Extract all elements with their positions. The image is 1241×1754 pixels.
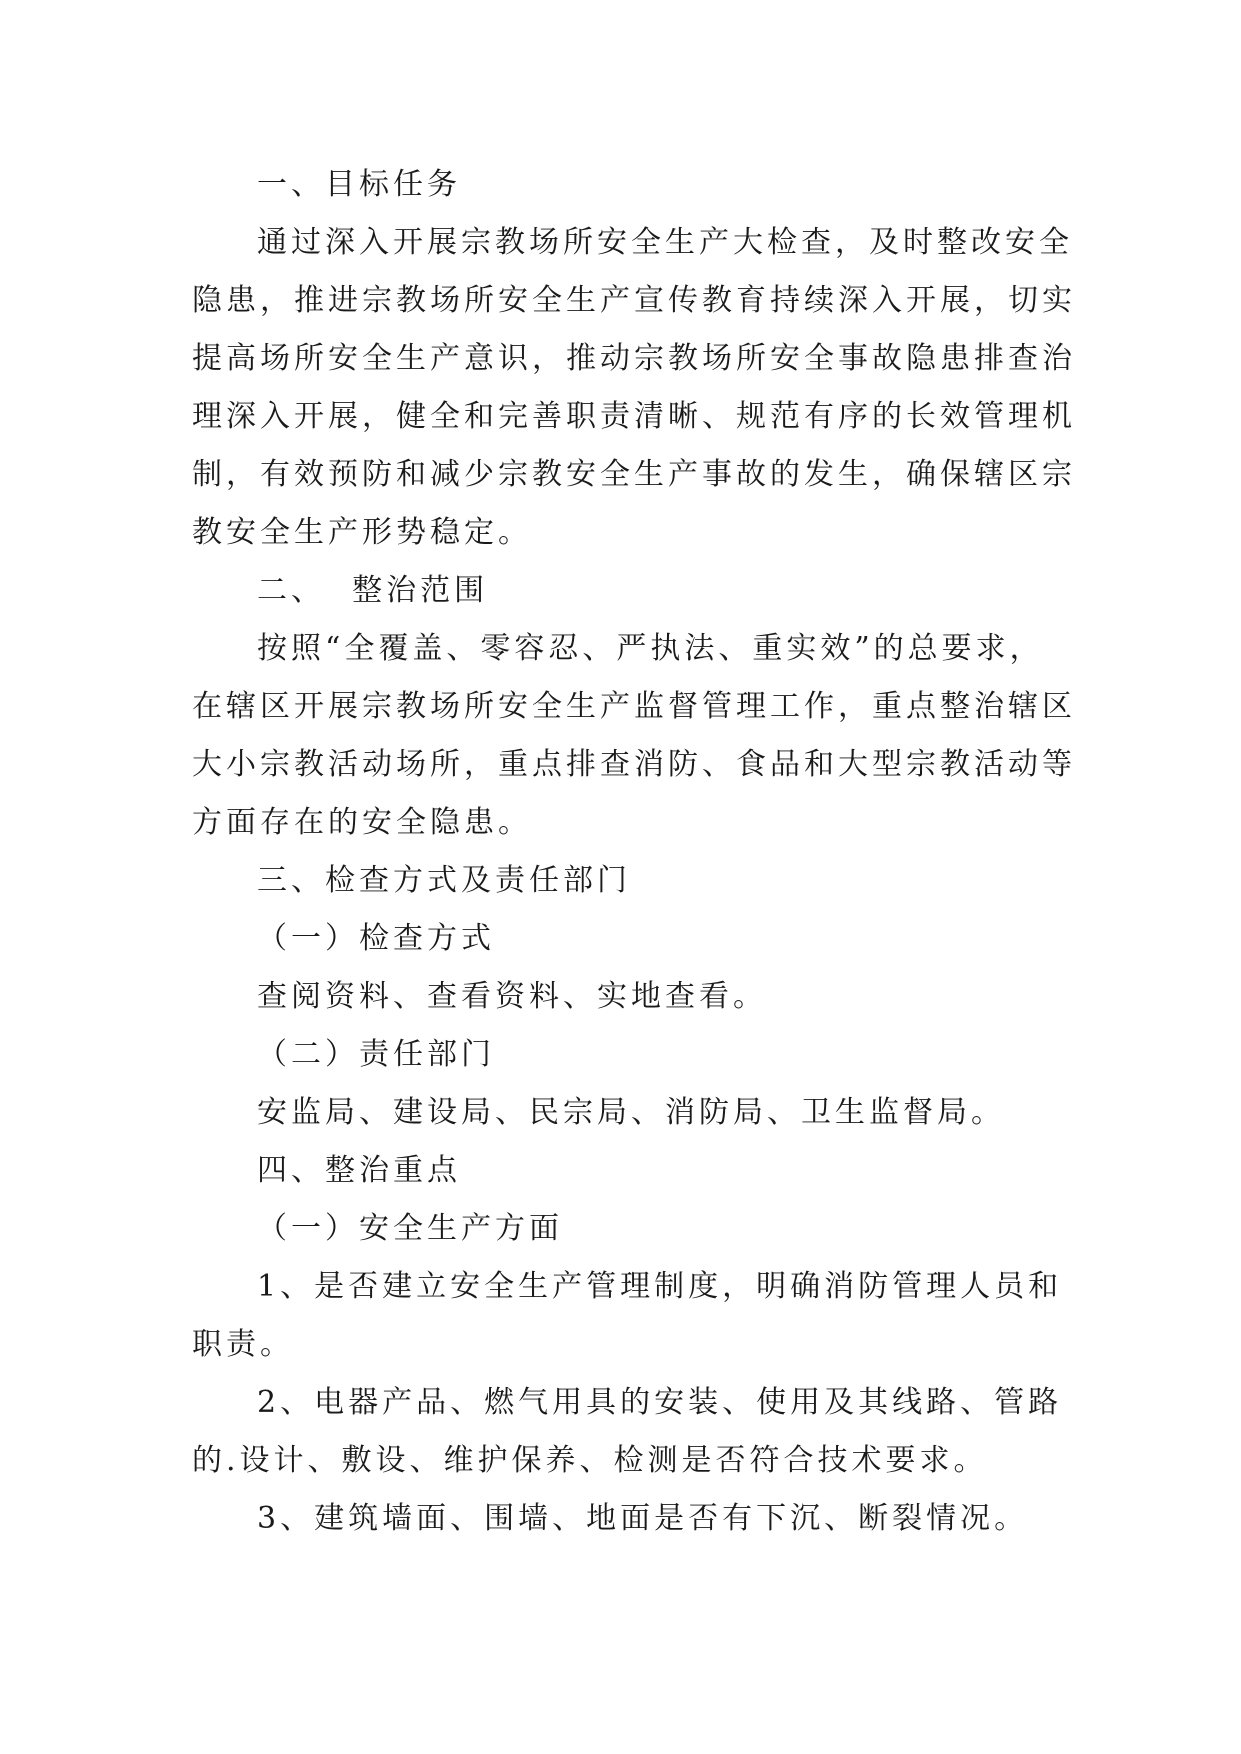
paragraph-line: 教安全生产形势稳定。: [192, 515, 532, 550]
list-item-2: 2、电器产品、燃气用具的安装、使用及其线路、管路: [257, 1385, 1063, 1420]
paragraph-line: 的.设计、敷设、维护保养、检测是否符合技术要求。: [192, 1443, 988, 1478]
paragraph-line: 方面存在的安全隐患。: [192, 805, 532, 840]
paragraph-line: 隐患，推进宗教场所安全生产宣传教育持续深入开展，切实: [192, 283, 1076, 318]
heading-goals: 一、目标任务: [257, 167, 461, 202]
paragraph-line: 制，有效预防和减少宗教安全生产事故的发生，确保辖区宗: [192, 457, 1076, 492]
list-item-1: 1、是否建立安全生产管理制度，明确消防管理人员和: [257, 1269, 1063, 1304]
paragraph-line: 职责。: [192, 1327, 294, 1362]
subheading-safety: （一）安全生产方面: [257, 1211, 563, 1246]
subheading-method: （一）检查方式: [257, 921, 495, 956]
paragraph-line: 通过深入开展宗教场所安全生产大检查，及时整改安全: [257, 225, 1073, 260]
list-item-3: 3、建筑墙面、围墙、地面是否有下沉、断裂情况。: [257, 1501, 1029, 1536]
subheading-departments: （二）责任部门: [257, 1037, 495, 1072]
paragraph-line: 在辖区开展宗教场所安全生产监督管理工作，重点整治辖区: [192, 689, 1076, 724]
paragraph-line: 大小宗教活动场所，重点排查消防、食品和大型宗教活动等: [192, 747, 1076, 782]
paragraph-line: 提高场所安全生产意识，推动宗教场所安全事故隐患排查治: [192, 341, 1076, 376]
paragraph-line: 按照“全覆盖、零容忍、严执法、重实效”的总要求，: [257, 631, 1044, 666]
heading-focus: 四、整治重点: [257, 1153, 461, 1188]
heading-scope: 二、 整治范围: [257, 573, 489, 608]
paragraph-line: 安监局、建设局、民宗局、消防局、卫生监督局。: [257, 1095, 1005, 1130]
paragraph-line: 查阅资料、查看资料、实地查看。: [257, 979, 767, 1014]
paragraph-line: 理深入开展，健全和完善职责清晰、规范有序的长效管理机: [192, 399, 1076, 434]
heading-methods: 三、检查方式及责任部门: [257, 863, 631, 898]
